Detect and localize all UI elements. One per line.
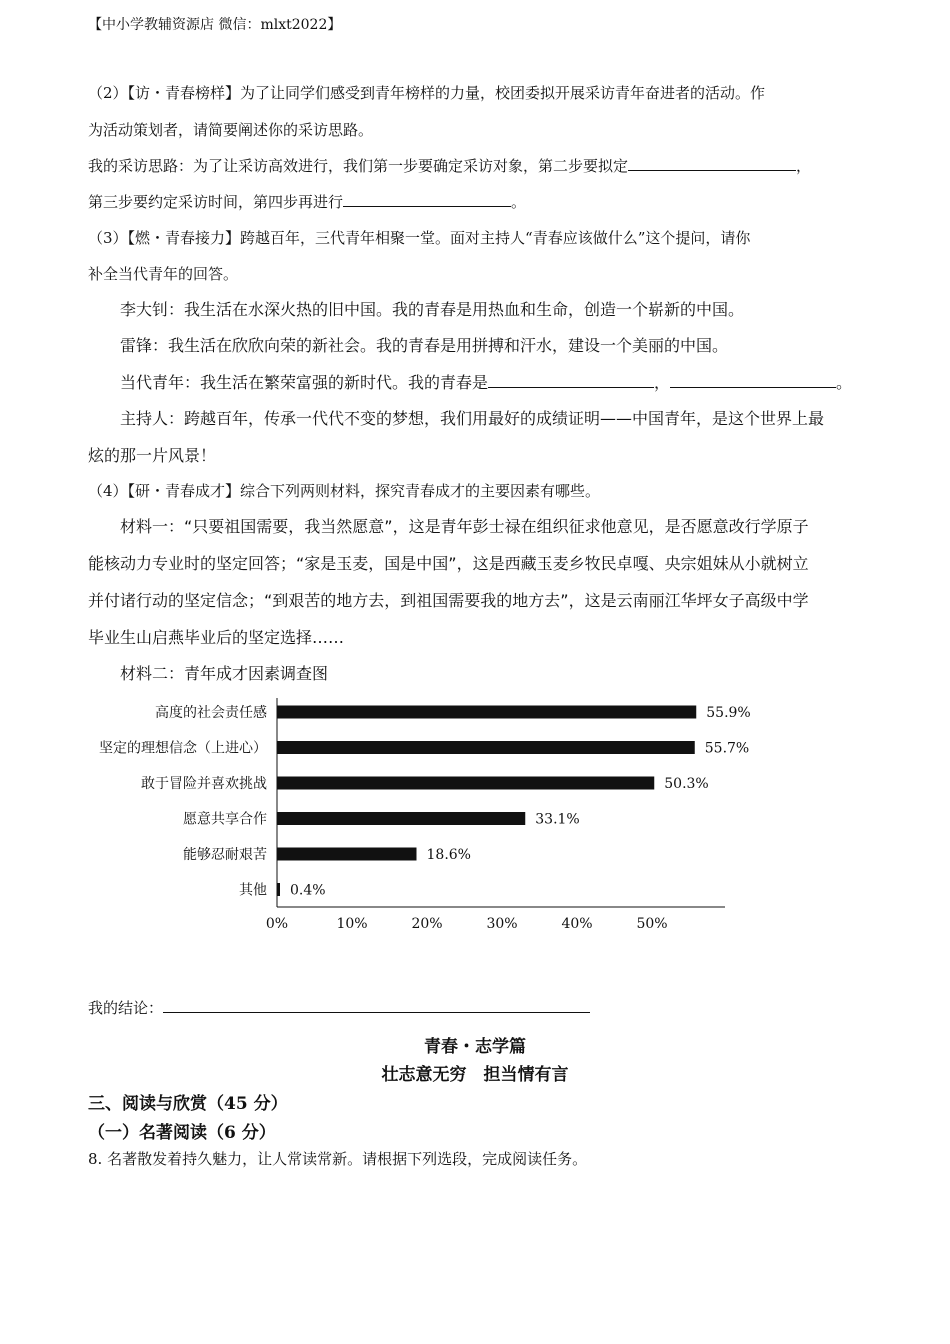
x-tick-label: 40% xyxy=(561,916,593,932)
q3-line1: （3）【燃・青春接力】跨越百年，三代青年相聚一堂。面对主持人“青春应该做什么”这个提问，请你 xyxy=(88,229,751,247)
answer-blank[interactable] xyxy=(488,375,654,388)
x-tick-label: 20% xyxy=(411,916,443,932)
survey-bar-chart xyxy=(0,690,950,940)
data-label: 55.9% xyxy=(706,705,751,721)
conclusion-label: 我的结论： xyxy=(88,999,164,1017)
conclusion-line xyxy=(88,997,590,1018)
section-title-2: 壮志意无穷 担当情有言 xyxy=(381,1065,569,1085)
q2-line1: （2）【访・青春榜样】为了让同学们感受到青年榜样的力量，校团委拟开展采访青年奋进者的活动。作 xyxy=(88,84,766,102)
header-watermark: 【中小学教辅资源店 微信：mlxt2022】 xyxy=(88,17,342,33)
q2-line3-end: ， xyxy=(796,157,812,175)
q3-youth-end: 。 xyxy=(836,373,853,392)
q2-line4 xyxy=(88,191,526,212)
category-label: 愿意共享合作 xyxy=(183,811,267,828)
q3-host-line2: 炫的那一片风景！ xyxy=(88,446,217,465)
answer-blank[interactable] xyxy=(163,1000,590,1013)
answer-blank[interactable] xyxy=(343,194,511,207)
section-title-1: 青春・志学篇 xyxy=(424,1037,526,1057)
bar xyxy=(277,812,525,825)
bar xyxy=(277,741,695,754)
category-label: 高度的社会责任感 xyxy=(155,705,267,721)
x-tick-label: 10% xyxy=(336,916,368,932)
question-8: 8. 名著散发着持久魅力，让人常读常新。请根据下列选段，完成阅读任务。 xyxy=(88,1150,588,1168)
q2-line2: 为活动策划者，请简要阐述你的采访思路。 xyxy=(88,121,374,139)
data-label: 50.3% xyxy=(664,776,709,792)
bar xyxy=(277,777,654,790)
q3-host-line1: 主持人：跨越百年，传承一代代不变的梦想，我们用最好的成绩证明——中国青年，是这个世界上最 xyxy=(120,409,825,428)
q3-youth-text: 当代青年：我生活在繁荣富强的新时代。我的青春是 xyxy=(120,373,489,392)
part-three-heading: 三、阅读与欣赏（45 分） xyxy=(88,1094,288,1114)
data-label: 0.4% xyxy=(290,882,326,899)
x-tick-label: 50% xyxy=(636,916,668,932)
data-label: 18.6% xyxy=(426,847,471,863)
bar xyxy=(277,706,696,719)
q4-material1-line3: 并付诸行动的坚定信念；“到艰苦的地方去，到祖国需要我的地方去”，这是云南丽江华坪女子高级中学 xyxy=(88,591,809,610)
x-tick-label: 0% xyxy=(265,916,289,932)
q2-line4-end: 。 xyxy=(511,193,527,211)
q3-line2: 补全当代青年的回答。 xyxy=(88,265,239,283)
answer-blank[interactable] xyxy=(628,158,796,171)
q2-line4-text: 第三步要约定采访时间，第四步再进行 xyxy=(88,193,344,211)
q3-lei-feng: 雷锋：我生活在欣欣向荣的新社会。我的青春是用拼搏和汗水，建设一个美丽的中国。 xyxy=(120,336,729,355)
category-label: 能够忍耐艰苦 xyxy=(183,847,267,863)
q2-line3-text: 我的采访思路：为了让采访高效进行，我们第一步要确定采访对象，第二步要拟定 xyxy=(88,157,629,175)
bar xyxy=(277,883,280,896)
data-label: 33.1% xyxy=(535,811,580,828)
data-label: 55.7% xyxy=(704,740,750,757)
q3-youth-mid: ， xyxy=(654,373,671,392)
bar xyxy=(277,848,417,861)
q4-line1: （4）【研・青春成才】综合下列两则材料，探究青春成才的主要因素有哪些。 xyxy=(88,482,601,500)
q3-contemporary-youth xyxy=(120,370,852,393)
q4-material1-line1: 材料一：“只要祖国需要，我当然愿意”，这是青年彭士禄在组织征求他意见，是否愿意改行学原子 xyxy=(120,517,809,536)
q2-line3 xyxy=(88,155,811,176)
category-label: 敢于冒险并喜欢挑战 xyxy=(141,776,267,792)
q3-li-dazhao: 李大钊：我生活在水深火热的旧中国。我的青春是用热血和生命，创造一个崭新的中国。 xyxy=(120,300,745,319)
answer-blank[interactable] xyxy=(670,375,836,388)
subsection-heading: （一）名著阅读（6 分） xyxy=(88,1123,276,1143)
category-label: 坚定的理想信念（上进心） xyxy=(99,740,267,757)
category-label: 其他 xyxy=(239,882,267,899)
x-tick-label: 30% xyxy=(486,916,518,932)
q4-material2-title: 材料二：青年成才因素调查图 xyxy=(120,664,329,683)
q4-material1-line2: 能核动力专业时的坚定回答；“家是玉麦，国是中国”，这是西藏玉麦乡牧民卓嘎、央宗姐妹从小就树立 xyxy=(88,554,809,573)
q4-material1-line4: 毕业生山启燕毕业后的坚定选择…… xyxy=(88,628,345,647)
